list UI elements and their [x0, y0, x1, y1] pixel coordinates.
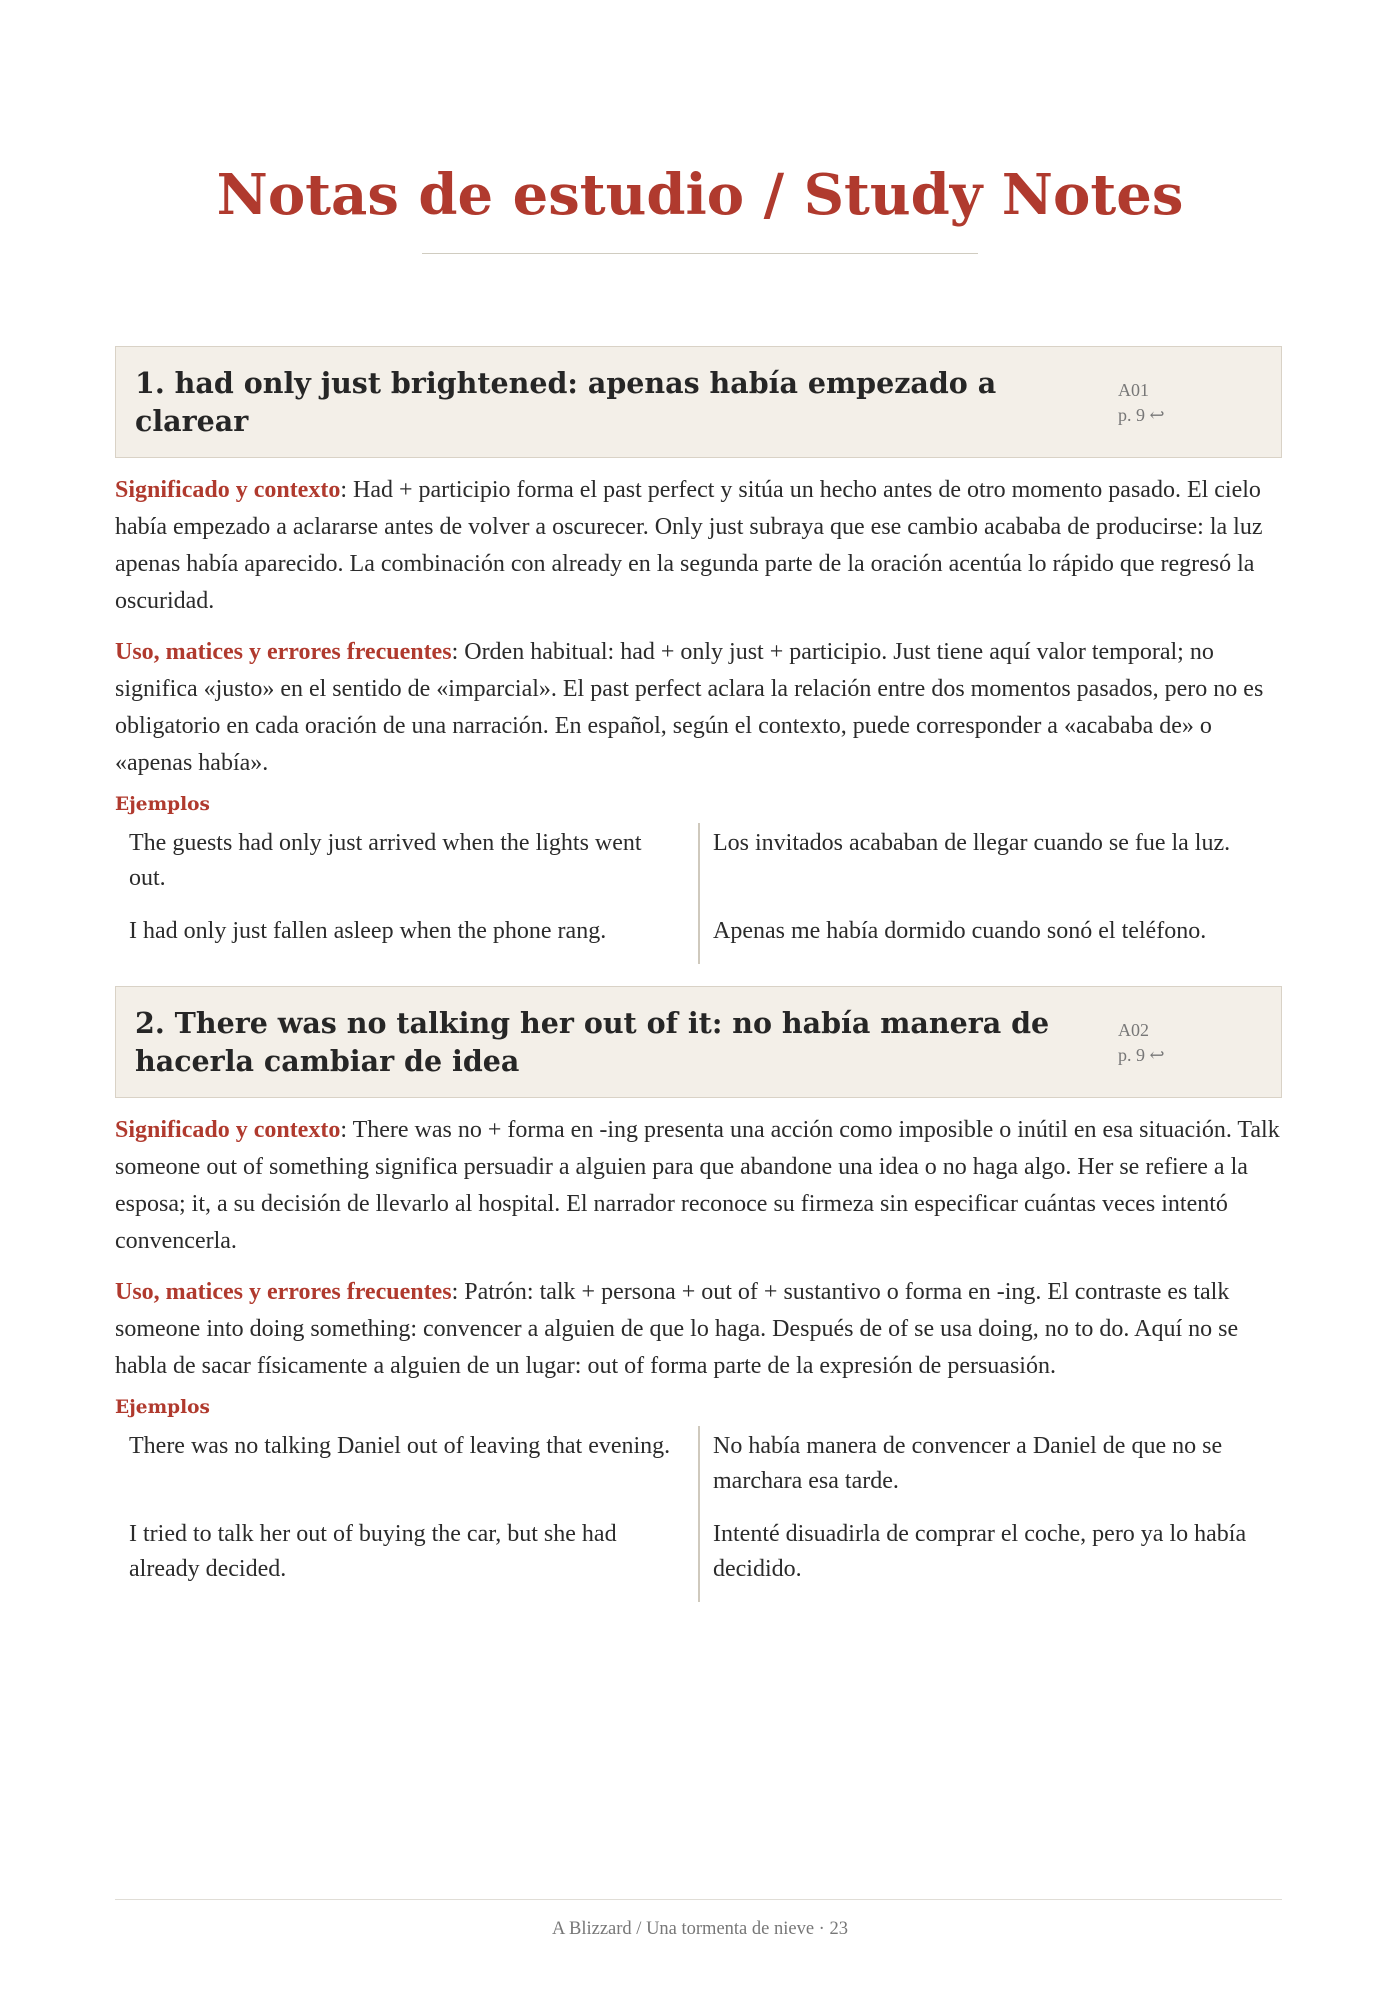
title-divider — [422, 253, 978, 254]
example-spanish: Intenté disuadirla de comprar el coche, pero ya lo había decidido. — [698, 1514, 1282, 1602]
note-header — [115, 346, 1282, 458]
note-ref-id: A02 — [1118, 1020, 1149, 1040]
meaning-text: Had + participio forma el past perfect y sitúa un hecho antes de otro momento pasado. El cielo había empezado a aclararse antes de volver a oscurecer. Only just subraya que ese cambio acababa de producirse: la luz apenas había aparecido. La combinación con already en la segunda parte de la oración acentúa lo rápido que regresó la oscuridad. — [115, 477, 1263, 614]
example-english: The guests had only just arrived when the lights went out. — [129, 830, 642, 891]
note-reference — [1118, 378, 1165, 428]
usage-paragraph: Uso, matices y errores frecuentes: Patrón: talk + persona + out of + sustantivo o forma en -ing. El contraste es talk someone into doing something: convencer a alguien de que lo haga. Después de of se usa doing, no to do. Aquí no se habla de sacar físicamente a alguien de un lugar: out of forma parte de la expresión de persuasión. — [115, 1279, 1239, 1379]
notes-list — [115, 346, 1282, 1602]
example-spanish: Los invitados acababan de llegar cuando se fue la luz. — [698, 823, 1282, 911]
note-term: 1. had only just brightened: apenas había empezado a clarear — [135, 366, 997, 438]
example-english: I had only just fallen asleep when the phone rang. — [129, 918, 607, 944]
usage-label: Uso, matices y errores frecuentes — [115, 639, 452, 665]
meaning-paragraph: Significado y contexto: There was no + forma en -ing presenta una acción como imposible o inútil en esa situación. Talk someone out of something significa persuadir a alguien para que abandone una idea o no haga algo. Her se refiere a la esposa; it, a su decisión de llevarlo al hospital. El narrador reconoce su firmeza sin especificar cuántas veces intentó convencerla. — [115, 1117, 1280, 1254]
meaning-paragraph: Significado y contexto: Had + participio forma el past perfect y sitúa un hecho antes de otro momento pasado. El cielo había empezado a aclararse antes de volver a oscurecer. Only just subraya que ese cambio acababa de producirse: la luz apenas había aparecido. La combinación con already en la segunda parte de la oración acentúa lo rápido que regresó la oscuridad. — [115, 477, 1263, 614]
usage-label: Uso, matices y errores frecuentes — [115, 1279, 452, 1305]
examples-table — [115, 1426, 1282, 1602]
usage-paragraph: Uso, matices y errores frecuentes: Orden habitual: had + only just + participio. Just tiene aquí valor temporal; no significa «justo» en el sentido de «imparcial». El past perfect aclara la relación entre dos momentos pasados, pero no es obligatorio en cada oración de una narración. En español, según el contexto, puede corresponder a «acababa de» o «apenas había». — [115, 639, 1264, 776]
meaning-label: Significado y contexto — [115, 1117, 341, 1143]
example-english: I tried to talk her out of buying the car, but she had already decided. — [129, 1521, 617, 1582]
meaning-label: Significado y contexto — [115, 477, 341, 503]
examples-table — [115, 823, 1282, 964]
note-header — [115, 986, 1282, 1098]
back-reference-link[interactable]: p. 9 ↩ — [1118, 405, 1165, 425]
usage-text: Patrón: talk + persona + out of + sustantivo o forma en -ing. El contraste es talk someone into doing something: convencer a alguien de que lo haga. Después de of se usa doing, no to do. Aquí no se habla de sacar físicamente a alguien de un lugar: out of forma parte de la expresión de persuasión. — [115, 1279, 1239, 1379]
usage-text: Orden habitual: had + only just + participio. Just tiene aquí valor temporal; no significa «justo» en el sentido de «imparcial». El past perfect aclara la relación entre dos momentos pasados, pero no es obligatorio en cada oración de una narración. En español, según el contexto, puede corresponder a «acababa de» o «apenas había». — [115, 639, 1264, 776]
note-1 — [115, 346, 1282, 964]
examples-heading: Ejemplos — [115, 794, 210, 815]
examples-heading: Ejemplos — [115, 1397, 210, 1418]
page-footer: A Blizzard / Una tormenta de nieve · 23 — [552, 1919, 848, 1939]
example-spanish: No había manera de convencer a Daniel de que no se marchara esa tarde. — [698, 1426, 1282, 1514]
note-reference — [1118, 1018, 1165, 1068]
note-ref-id: A01 — [1118, 380, 1149, 400]
example-spanish: Apenas me había dormido cuando sonó el teléfono. — [698, 911, 1282, 964]
example-english: There was no talking Daniel out of leaving that evening. — [129, 1433, 671, 1459]
footer-divider — [115, 1899, 1282, 1900]
page-title: Notas de estudio / Study Notes — [216, 162, 1184, 228]
back-reference-link[interactable]: p. 9 ↩ — [1118, 1045, 1165, 1065]
note-2 — [115, 986, 1282, 1602]
note-term: 2. There was no talking her out of it: no había manera de hacerla cambiar de idea — [135, 1006, 1050, 1078]
meaning-text: There was no + forma en -ing presenta una acción como imposible o inútil en esa situación. Talk someone out of something significa persuadir a alguien para que abandone una idea o no haga algo. Her se refiere a la esposa; it, a su decisión de llevarlo al hospital. El narrador reconoce su firmeza sin especificar cuántas veces intentó convencerla. — [115, 1117, 1280, 1254]
